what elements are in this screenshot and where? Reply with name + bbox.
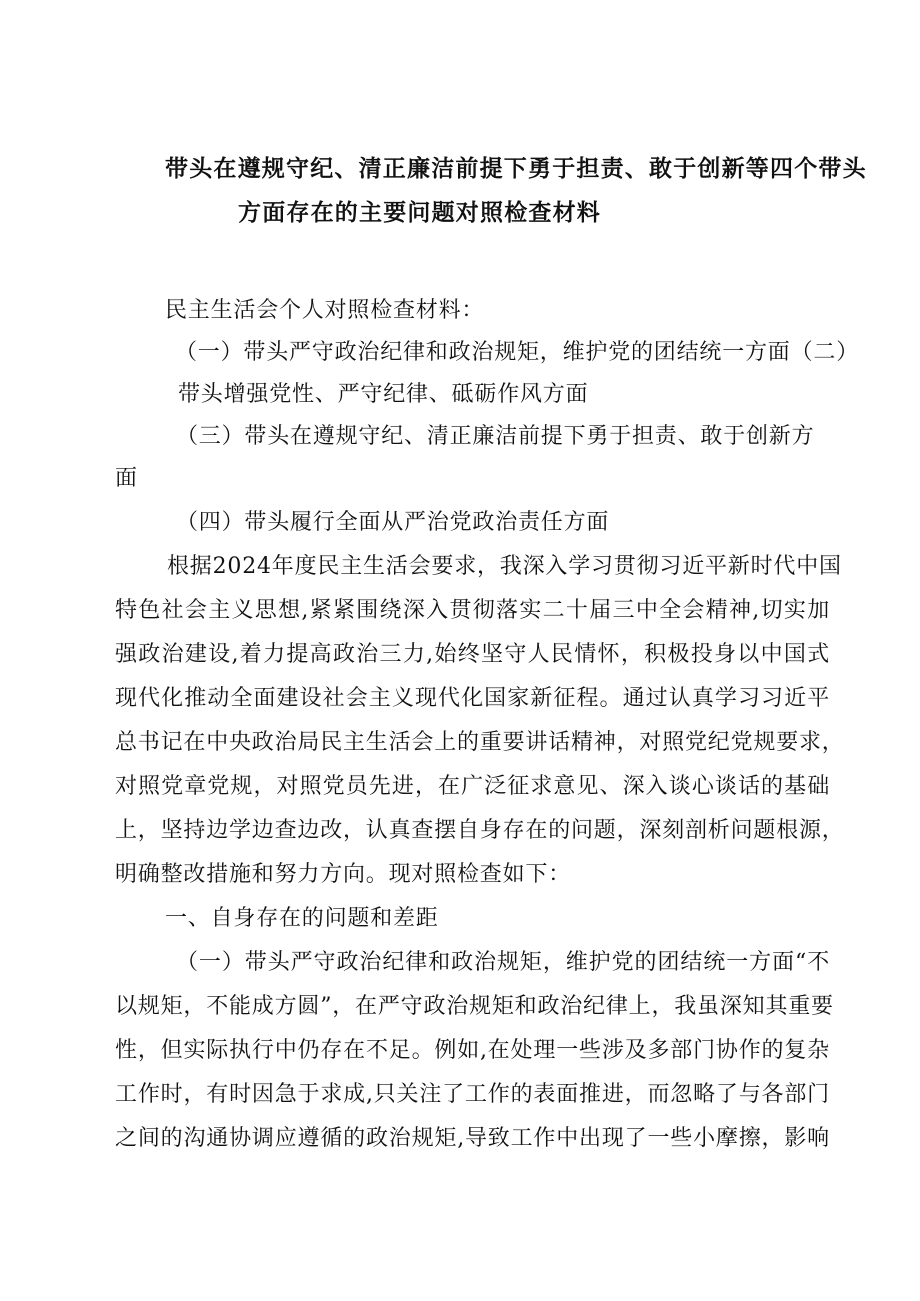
section-paragraph-line-2: 以规矩，不能成方圆”，在严守政治规矩和政治纪律上，我虽深知其重要	[115, 994, 834, 1019]
document-title-line-1: 带头在遵规守纪、清正廉洁前提下勇于担责、敢于创新等四个带头	[165, 155, 867, 182]
outline-item-1-line-2: 带头增强党性、严守纪律、砥砺作风方面	[178, 382, 589, 407]
body-paragraph-line-7: 上，坚持边学边查边改，认真查摆自身存在的问题，深刻剖析问题根源，	[115, 818, 845, 843]
outline-item-4: （四）带头履行全面从严治党政治责任方面	[176, 510, 610, 535]
section-paragraph-line-5: 之间的沟通协调应遵循的政治规矩,导致工作中出现了一些小摩擦，影响	[115, 1126, 830, 1151]
outline-item-3-line-1: （三）带头在遵规守纪、清正廉洁前提下勇于担责、敢于创新方	[176, 424, 815, 449]
outline-item-3-line-2: 面	[115, 466, 138, 491]
body-paragraph-line-8: 明确整改措施和努力方向。现对照检查如下：	[115, 862, 572, 887]
body-paragraph-line-1: 根据2024年度民主生活会要求，我深入学习贯彻习近平新时代中国	[167, 554, 842, 579]
body-paragraph-line-2: 特色社会主义思想,紧紧围绕深入贯彻落实二十届三中全会精神,切实加	[115, 598, 830, 623]
outline-item-1-line-1: （一）带头严守政治纪律和政治规矩，维护党的团结统一方面（二）	[175, 340, 860, 365]
body-paragraph-line-4: 现代化推动全面建设社会主义现代化国家新征程。通过认真学习习近平	[115, 686, 830, 711]
document-title-line-2: 方面存在的主要问题对照检查材料	[238, 199, 601, 226]
intro-heading: 民主生活会个人对照检查材料：	[165, 298, 485, 323]
body-paragraph-line-6: 对照党章党规，对照党员先进，在广泛征求意见、深入谈心谈话的基础	[115, 774, 830, 799]
section-paragraph-line-4: 工作时，有时因急于求成,只关注了工作的表面推进，而忽略了与各部门	[115, 1082, 830, 1107]
section-paragraph-line-1: （一）带头严守政治纪律和政治规矩，维护党的团结统一方面“不	[176, 950, 830, 975]
body-paragraph-line-3: 强政治建设,着力提高政治三力,始终坚守人民情怀，积极投身以中国式	[115, 642, 830, 667]
section-heading: 一、自身存在的问题和差距	[165, 906, 439, 931]
section-paragraph-line-3: 性，但实际执行中仍存在不足。例如,在处理一些涉及多部门协作的复杂	[115, 1038, 830, 1063]
body-paragraph-line-5: 总书记在中央政治局民主生活会上的重要讲话精神，对照党纪党规要求，	[115, 730, 845, 755]
